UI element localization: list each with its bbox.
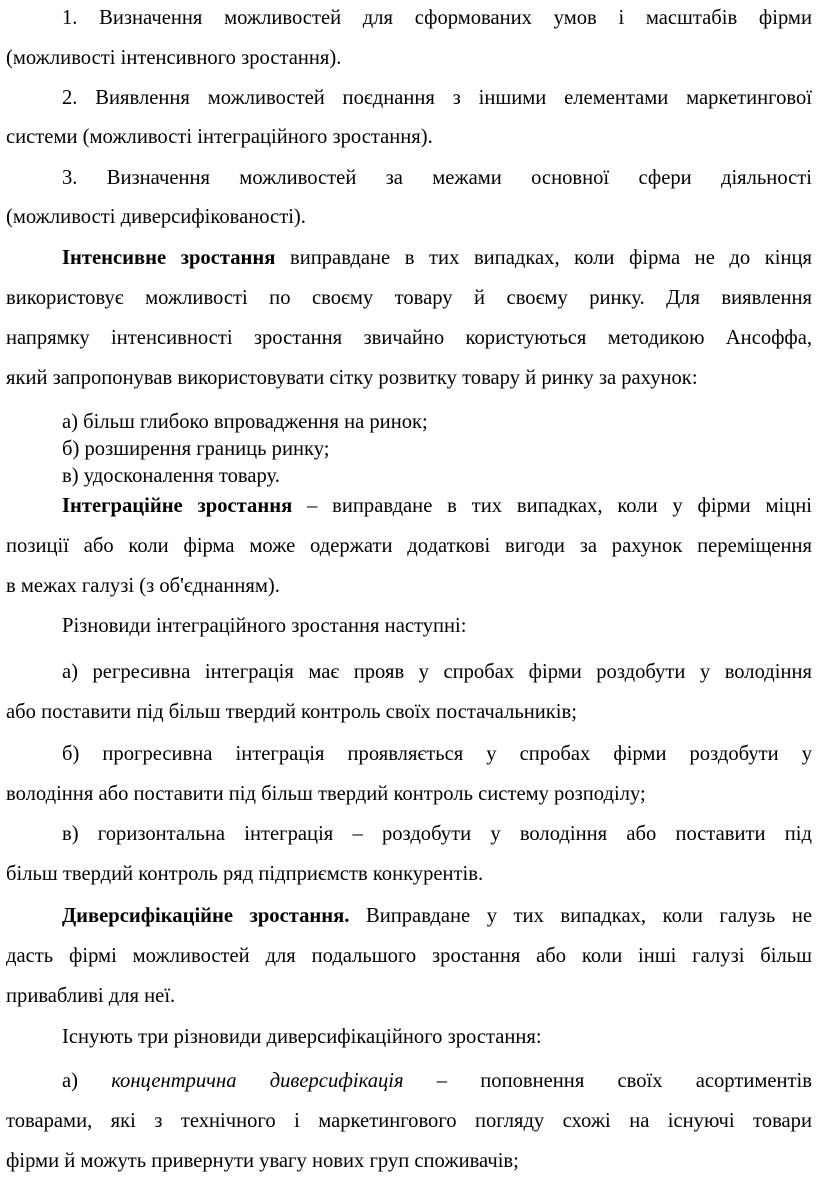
diversification-type-a-line-1: а) концентрична диверсифікація – поповнення своїх асортиментів — [62, 1070, 812, 1092]
term-integration-growth: Інтеграційне зростання — [62, 495, 293, 517]
paragraph-integration-line-1: Інтеграційне зростання – виправдане в тих випадках, коли у фірми міцні — [62, 495, 812, 517]
term-intensive-growth: Інтенсивне зростання — [62, 247, 276, 269]
integration-type-b-line-1: б) прогресивна інтеграція проявляється у спробах фірми роздобути у — [62, 743, 812, 765]
term-diversification-growth: Диверсифікаційне зростання. — [62, 905, 350, 927]
paragraph-integration-types: Різновиди інтеграційного зростання наступні: — [62, 615, 467, 637]
list-item-1-line-2: (можливості інтенсивного зростання). — [6, 47, 342, 69]
integration-type-b-line-2: володіння або поставити під більш твердий контроль систему розподілу; — [6, 783, 646, 805]
list-item-3-line-1: 3. Визначення можливостей за межами основної сфери діяльності — [62, 167, 812, 189]
paragraph-integration-line-2: позиції або коли фірма може одержати додаткові вигоди за рахунок переміщення — [6, 535, 812, 557]
paragraph-intensive-line-1: Інтенсивне зростання виправдане в тих випадках, коли фірма не до кінця — [62, 247, 812, 269]
paragraph-diversification-line-2: дасть фірмі можливостей для подальшого зростання або коли інші галузі більш — [6, 945, 812, 967]
sublist-item-c: в) удосконалення товару. — [62, 465, 280, 487]
paragraph-diversification-types: Існують три різновиди диверсифікаційного зростання: — [62, 1026, 542, 1048]
integration-type-a-line-2: або поставити під більш твердий контроль своїх постачальників; — [6, 701, 577, 723]
term-concentric-diversification: концентрична диверсифікація — [111, 1070, 404, 1092]
paragraph-intensive-line-2: використовує можливості по своєму товару й своєму ринку. Для виявлення — [6, 287, 812, 309]
integration-type-c-line-2: більш твердий контроль ряд підприємств конкурентів. — [6, 863, 484, 885]
list-item-2-line-1: 2. Виявлення можливостей поєднання з іншими елементами маркетингової — [62, 87, 812, 109]
sublist-item-b: б) розширення границь ринку; — [62, 438, 330, 460]
diversification-type-a-line-3: фірми й можуть привернути увагу нових груп споживачів; — [6, 1150, 519, 1172]
paragraph-intensive-line-3: напрямку інтенсивності зростання звичайно користуються методикою Ансоффа, — [6, 327, 812, 349]
paragraph-intensive-line-4: який запропонував використовувати сітку розвитку товару й ринку за рахунок: — [6, 367, 698, 389]
paragraph-diversification-line-3: привабливі для неї. — [6, 985, 176, 1007]
list-item-2-line-2: системи (можливості інтеграційного зростання). — [6, 126, 433, 148]
integration-type-c-line-1: в) горизонтальна інтеграція – роздобути у володіння або поставити під — [62, 823, 812, 845]
sublist-item-a: а) більш глибоко впровадження на ринок; — [62, 411, 428, 433]
list-item-3-line-2: (можливості диверсифікованості). — [6, 206, 306, 228]
diversification-type-a-line-2: товарами, які з технічного і маркетингового погляду схожі на існуючі товари — [6, 1110, 812, 1132]
paragraph-diversification-line-1: Диверсифікаційне зростання. Виправдане у тих випадках, коли галузь не — [62, 905, 812, 927]
paragraph-integration-line-3: в межах галузі (з об'єднанням). — [6, 575, 280, 597]
integration-type-a-line-1: а) регресивна інтеграція має прояв у спробах фірми роздобути у володіння — [62, 661, 812, 683]
list-item-1-line-1: 1. Визначення можливостей для сформованих умов і масштабів фірми — [62, 7, 812, 29]
